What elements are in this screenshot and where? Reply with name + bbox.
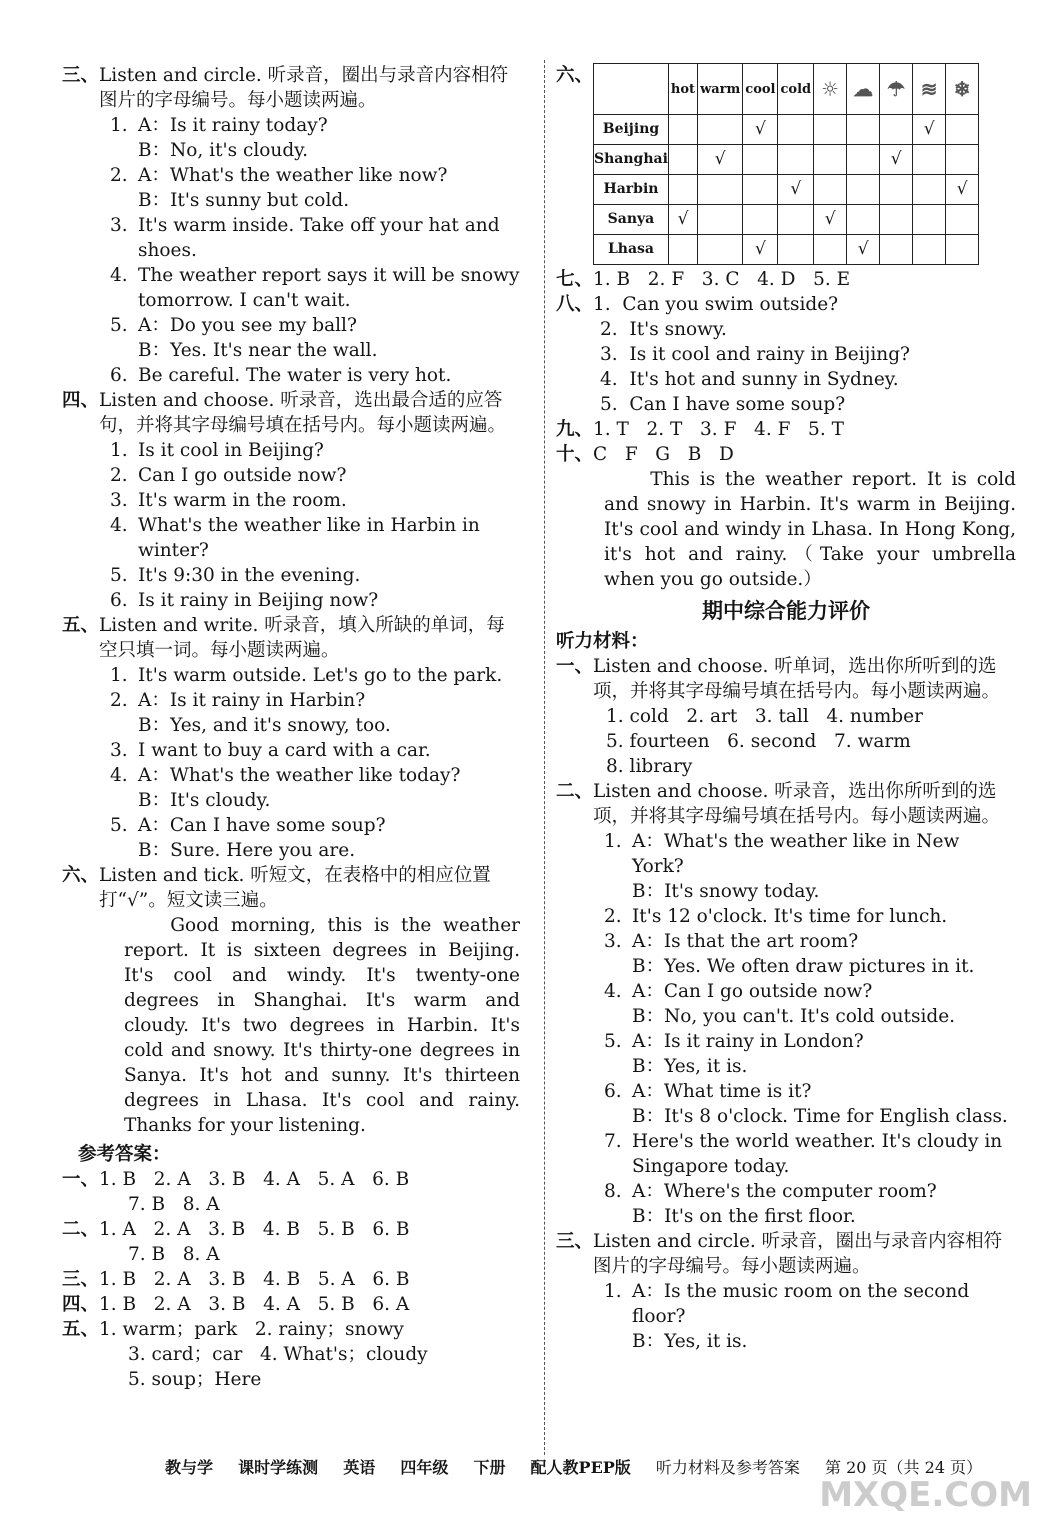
tick-cell xyxy=(698,235,743,265)
tick-cell xyxy=(880,115,913,145)
answer-text: 1. B 2. F 3. C 4. D 5. E xyxy=(593,269,851,290)
section-s6 xyxy=(62,863,520,913)
tick-cell: √ xyxy=(946,175,979,205)
tick-cell xyxy=(913,145,946,175)
list-item xyxy=(62,463,520,488)
tick-cell: √ xyxy=(880,145,913,175)
answer-text: 1. Can you swim outside? xyxy=(593,294,839,315)
tick-cell: √ xyxy=(698,145,743,175)
answer-row xyxy=(62,1317,520,1342)
table-header: cold xyxy=(778,64,814,115)
tick-cell xyxy=(913,175,946,205)
list-item xyxy=(62,513,520,563)
list-item xyxy=(556,829,1016,879)
tick-cell: √ xyxy=(743,235,778,265)
item-text: The weather report says it will be snowy tomorrow. I can't wait. xyxy=(138,265,520,311)
answer-text: 5. fourteen 6. second 7. warm xyxy=(606,731,911,752)
item-number: 3. xyxy=(110,490,128,511)
list-item xyxy=(62,363,520,388)
item-number: 4. xyxy=(604,981,622,1002)
left-column xyxy=(62,63,520,1392)
list-item xyxy=(62,763,520,788)
tick-cell xyxy=(668,175,697,205)
item-number: 6. xyxy=(110,365,128,386)
tick-cell xyxy=(946,115,979,145)
item-reply: B：Yes. It's near the wall. xyxy=(138,340,378,361)
answer-number: 一、 xyxy=(62,1169,100,1190)
answer-text: 1. A 2. A 3. B 4. B 5. B 6. B xyxy=(99,1219,410,1240)
item-reply: B：It's 8 o'clock. Time for English class. xyxy=(632,1106,1008,1127)
column-divider xyxy=(544,60,545,1455)
item-text: It's 9:30 in the evening. xyxy=(138,565,361,586)
answer-row xyxy=(62,1217,520,1242)
answer-number: 八、 xyxy=(556,294,594,315)
item-number: 5. xyxy=(110,315,128,336)
listening-label: 听力材料： xyxy=(556,631,649,652)
tick-cell xyxy=(698,205,743,235)
section-title: Listen and choose. 听单词，选出你所听到的选项，并将其字母编号填在括号内。每小题读两遍。 xyxy=(593,656,1001,702)
footer-section: 听力材料及参考答案 xyxy=(655,1458,800,1477)
item-reply: B：No, you can't. It's cold outside. xyxy=(632,1006,956,1027)
table-header: hot xyxy=(668,64,697,115)
snowy-icon: ❄ xyxy=(946,64,979,115)
tick-cell: √ xyxy=(743,115,778,145)
answer-text: 7. B 8. A xyxy=(128,1194,220,1215)
item-number: 1. xyxy=(110,115,128,136)
footer-page: 第 20 页（共 24 页） xyxy=(825,1458,983,1477)
item-text: Here's the world weather. It's cloudy in Singapore today. xyxy=(632,1131,1003,1177)
tick-cell xyxy=(880,175,913,205)
item-text: A：Is it rainy in London? xyxy=(632,1031,864,1052)
tick-cell xyxy=(913,235,946,265)
tick-cell xyxy=(698,175,743,205)
item-text: A：Is it rainy in Harbin? xyxy=(138,690,366,711)
item-number: 5. xyxy=(110,565,128,586)
item-text: A：Is the music room on the second floor? xyxy=(632,1281,970,1327)
list-item xyxy=(62,588,520,613)
section-m3 xyxy=(556,1229,1016,1279)
list-item xyxy=(62,438,520,463)
item-number: 3. xyxy=(110,215,128,236)
item-number: 4. xyxy=(110,265,128,286)
answer-number: 五、 xyxy=(62,1319,100,1340)
section-number: 四、 xyxy=(62,390,100,411)
list-item xyxy=(556,1129,1016,1179)
tick-cell: √ xyxy=(814,205,847,235)
table-row xyxy=(594,115,979,145)
item-number: 7. xyxy=(604,1131,622,1152)
tick-cell xyxy=(743,205,778,235)
item-reply: B：It's cloudy. xyxy=(138,790,271,811)
midterm-title: 期中综合能力评价 xyxy=(702,598,870,623)
tick-cell: √ xyxy=(847,235,880,265)
answer-text: 1. warm；park 2. rainy；snowy xyxy=(99,1319,404,1340)
item-text: A：What's the weather like in New York? xyxy=(632,831,960,877)
answer-text: 1. cold 2. art 3. tall 4. number xyxy=(606,706,923,727)
weather-table xyxy=(593,63,979,265)
item-text: What's the weather like in Harbin in winter? xyxy=(138,515,480,561)
tick-cell xyxy=(946,205,979,235)
list-item xyxy=(556,1029,1016,1054)
item-number: 1. xyxy=(604,831,622,852)
watermark-logo: MXQE.COM xyxy=(819,1475,1032,1515)
answer-text: 5. soup；Here xyxy=(128,1369,262,1390)
section-s5 xyxy=(62,613,520,663)
footer-grade: 四年级 xyxy=(400,1458,449,1477)
section-number: 三、 xyxy=(62,65,100,86)
table-row xyxy=(594,235,979,265)
answer-text: 7. B 8. A xyxy=(128,1244,220,1265)
tick-cell xyxy=(743,145,778,175)
answer-number: 七、 xyxy=(556,269,594,290)
item-reply: B：It's snowy today. xyxy=(632,881,820,902)
item-text: A：What's the weather like now? xyxy=(138,165,448,186)
answer-text: 5. Can I have some soup? xyxy=(600,394,846,415)
footer-book: 课时学练测 xyxy=(238,1458,319,1477)
answer-number: 二、 xyxy=(62,1219,100,1240)
list-item xyxy=(62,813,520,838)
section-number: 五、 xyxy=(62,615,100,636)
item-text: A：Is that the art room? xyxy=(632,931,859,952)
tick-cell xyxy=(847,115,880,145)
item-text: A：What time is it? xyxy=(632,1081,812,1102)
answer-row xyxy=(556,417,1016,442)
answer-row xyxy=(62,1167,520,1192)
tick-cell xyxy=(698,115,743,145)
item-text: Be careful. The water is very hot. xyxy=(138,365,452,386)
answer-text: 3. Is it cool and rainy in Beijing? xyxy=(600,344,910,365)
item-text: I want to buy a card with a car. xyxy=(138,740,431,761)
answer-text: 2. It's snowy. xyxy=(600,319,727,340)
answer-number: 九、 xyxy=(556,419,594,440)
list-item xyxy=(556,904,1016,929)
section-title: Listen and choose. 听录音，选出你所听到的选项，并将其字母编号填在括号内。每小题读两遍。 xyxy=(593,781,1001,827)
passage: This is the weather report. It is cold and snowy in Harbin. It's warm in Beijing. It's cool and windy in Lhasa. In Hong Kong, it's hot and rainy.（Take your umbrella when you go outside.） xyxy=(604,469,1016,590)
list-item xyxy=(62,688,520,713)
item-text: A：Is it rainy today? xyxy=(138,115,328,136)
item-text: A：Can I have some soup? xyxy=(138,815,386,836)
table-row xyxy=(594,175,979,205)
list-item xyxy=(62,738,520,763)
list-item xyxy=(62,263,520,313)
item-number: 2. xyxy=(110,465,128,486)
table-header: cool xyxy=(743,64,778,115)
answer-row xyxy=(62,1292,520,1317)
answer-text: 4. It's hot and sunny in Sydney. xyxy=(600,369,899,390)
list-item xyxy=(62,113,520,138)
tick-cell xyxy=(778,205,814,235)
list-item xyxy=(62,663,520,688)
answer-text: 1. B 2. A 3. B 4. A 5. B 6. A xyxy=(99,1294,410,1315)
tick-cell xyxy=(880,205,913,235)
list-item xyxy=(62,163,520,188)
row-city: Harbin xyxy=(594,175,669,205)
section-number: 一、 xyxy=(556,656,594,677)
weather-table-block xyxy=(556,63,1016,265)
item-number: 8. xyxy=(604,1181,622,1202)
row-city: Lhasa xyxy=(594,235,669,265)
passage: Good morning, this is the weather report. It is sixteen degrees in Beijing. It's cool and windy. It's twenty-one degrees in Shanghai. It's warm and cloudy. It's two degrees in Harbin. It's cold and snowy. It's thirty-one degrees in Sanya. It's hot and sunny. It's thirteen degrees in Lhasa. It's cool and rainy. Thanks for your listening. xyxy=(124,915,520,1136)
answer-text: 8. library xyxy=(606,756,693,777)
item-number: 2. xyxy=(110,690,128,711)
section-s3 xyxy=(62,63,520,113)
right-column xyxy=(556,63,1016,1354)
tick-cell xyxy=(847,175,880,205)
tick-cell xyxy=(743,175,778,205)
item-number: 1. xyxy=(604,1281,622,1302)
item-text: It's warm inside. Take off your hat and shoes. xyxy=(138,215,500,261)
item-text: Is it cool in Beijing? xyxy=(138,440,324,461)
section-m1 xyxy=(556,654,1016,704)
answer-row xyxy=(62,1267,520,1292)
section-number: 二、 xyxy=(556,781,594,802)
item-reply: B：It's on the first floor. xyxy=(632,1206,856,1227)
row-city: Shanghai xyxy=(594,145,669,175)
tick-cell xyxy=(946,145,979,175)
list-item xyxy=(62,213,520,263)
tick-cell xyxy=(668,115,697,145)
item-text: A：Do you see my ball? xyxy=(138,315,357,336)
tick-cell xyxy=(778,235,814,265)
item-text: A：Can I go outside now? xyxy=(632,981,873,1002)
rainy-icon: ☂ xyxy=(880,64,913,115)
item-reply: B：No, it's cloudy. xyxy=(138,140,309,161)
tick-cell: √ xyxy=(668,205,697,235)
list-item xyxy=(556,1179,1016,1204)
tick-cell xyxy=(668,145,697,175)
answer-number: 四、 xyxy=(62,1294,100,1315)
cloudy-icon: ☁ xyxy=(847,64,880,115)
answer-text: 1. T 2. T 3. F 4. F 5. T xyxy=(593,419,844,440)
item-text: It's 12 o'clock. It's time for lunch. xyxy=(632,906,948,927)
item-number: 4. xyxy=(110,765,128,786)
tick-cell xyxy=(880,235,913,265)
section-s4 xyxy=(62,388,520,438)
footer-series: 教与学 xyxy=(165,1458,214,1477)
item-text: It's warm in the room. xyxy=(138,490,347,511)
answer-text: 1. B 2. A 3. B 4. B 5. A 6. B xyxy=(99,1269,410,1290)
section-number: 六、 xyxy=(556,65,594,86)
table-corner xyxy=(594,64,669,115)
section-title: Listen and circle. 听录音，圈出与录音内容相符图片的字母编号。每小题读两遍。 xyxy=(593,1231,1003,1277)
list-item xyxy=(62,313,520,338)
answer-text: 3. card；car 4. What's；cloudy xyxy=(128,1344,428,1365)
row-city: Beijing xyxy=(594,115,669,145)
section-title: Listen and write. 听录音，填入所缺的单词，每空只填一词。每小题读两遍。 xyxy=(99,615,505,661)
answer-row xyxy=(556,292,1016,317)
tick-cell xyxy=(814,175,847,205)
answer-text: 1. B 2. A 3. B 4. A 5. A 6. B xyxy=(99,1169,410,1190)
tick-cell xyxy=(814,145,847,175)
tick-cell xyxy=(814,115,847,145)
item-number: 2. xyxy=(604,906,622,927)
item-number: 3. xyxy=(110,740,128,761)
tick-cell xyxy=(847,205,880,235)
section-number: 六、 xyxy=(62,865,100,886)
item-number: 1. xyxy=(110,665,128,686)
answers-label: 参考答案： xyxy=(78,1144,171,1165)
section-title: Listen and circle. 听录音，圈出与录音内容相符图片的字母编号。每小题读两遍。 xyxy=(99,65,509,111)
item-number: 6. xyxy=(604,1081,622,1102)
item-text: A：What's the weather like today? xyxy=(138,765,461,786)
item-number: 5. xyxy=(604,1031,622,1052)
item-number: 4. xyxy=(110,515,128,536)
item-text: It's warm outside. Let's go to the park. xyxy=(138,665,503,686)
answer-number: 三、 xyxy=(62,1269,100,1290)
section-title: Listen and tick. 听短文，在表格中的相应位置打“√”。短文读三遍。 xyxy=(99,865,491,911)
item-reply: B：Yes, and it's snowy, too. xyxy=(138,715,391,736)
answer-text: C F G B D xyxy=(593,444,734,465)
row-city: Sanya xyxy=(594,205,669,235)
item-reply: B：Yes, it is. xyxy=(632,1056,748,1077)
list-item xyxy=(556,1279,1016,1329)
item-text: A：Where's the computer room? xyxy=(632,1181,937,1202)
answer-number: 十、 xyxy=(556,444,594,465)
section-m2 xyxy=(556,779,1016,829)
item-number: 1. xyxy=(110,440,128,461)
list-item xyxy=(62,488,520,513)
tick-cell: √ xyxy=(913,115,946,145)
sunny-icon: ☼ xyxy=(814,64,847,115)
item-reply: B：Yes. We often draw pictures in it. xyxy=(632,956,975,977)
footer-subject: 英语 xyxy=(343,1458,376,1477)
answer-row xyxy=(556,442,1016,467)
item-number: 5. xyxy=(110,815,128,836)
tick-cell xyxy=(778,115,814,145)
windy-icon: ≋ xyxy=(913,64,946,115)
list-item xyxy=(556,929,1016,954)
section-number: 三、 xyxy=(556,1231,594,1252)
item-text: Is it rainy in Beijing now? xyxy=(138,590,379,611)
list-item xyxy=(556,1079,1016,1104)
table-row xyxy=(594,145,979,175)
tick-cell xyxy=(814,235,847,265)
item-number: 6. xyxy=(110,590,128,611)
section-title: Listen and choose. 听录音，选出最合适的应答句，并将其字母编号填在括号内。每小题读两遍。 xyxy=(99,390,507,436)
list-item xyxy=(62,563,520,588)
footer-edition: 配人教PEP版 xyxy=(530,1458,631,1477)
item-reply: B：Yes, it is. xyxy=(632,1331,748,1352)
tick-cell: √ xyxy=(778,175,814,205)
item-number: 2. xyxy=(110,165,128,186)
table-row xyxy=(594,205,979,235)
tick-cell xyxy=(847,145,880,175)
tick-cell xyxy=(946,235,979,265)
item-text: Can I go outside now? xyxy=(138,465,347,486)
item-number: 3. xyxy=(604,931,622,952)
tick-cell xyxy=(778,145,814,175)
list-item xyxy=(556,979,1016,1004)
item-reply: B：It's sunny but cold. xyxy=(138,190,350,211)
answer-row xyxy=(556,267,1016,292)
footer-volume: 下册 xyxy=(473,1458,506,1477)
tick-cell xyxy=(913,205,946,235)
tick-cell xyxy=(668,235,697,265)
item-reply: B：Sure. Here you are. xyxy=(138,840,356,861)
table-header: warm xyxy=(698,64,743,115)
